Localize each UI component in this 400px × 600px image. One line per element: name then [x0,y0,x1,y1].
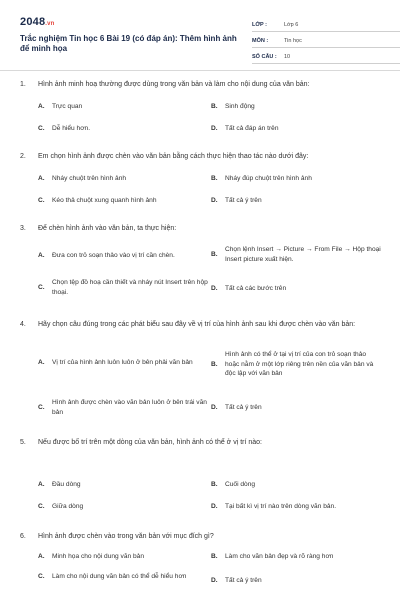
option-letter: D. [211,285,218,292]
option-letter: B. [211,250,218,258]
option-letter: D. [211,503,218,510]
option-d[interactable] [211,576,382,586]
option-text: Hình ảnh được chèn vào văn bản luôn ở bên trái văn bản [52,399,207,416]
option-letter: A. [38,252,45,259]
option-a[interactable] [38,174,208,184]
option-text: Giữa dòng [52,503,84,510]
option-letter: C. [38,503,45,510]
option-text: Tất cả ý trên [225,577,262,584]
option-letter: A. [38,359,45,366]
question-4 [20,320,382,416]
header-divider [0,70,400,71]
option-letter: C. [38,197,45,204]
meta-value: Lớp 6 [284,22,299,28]
meta-value: 10 [284,54,291,60]
option-c[interactable] [38,196,208,206]
option-text: Nháy đúp chuột trên hình ảnh [225,175,312,182]
question-stem [20,438,382,448]
question-3 [20,224,382,296]
option-c[interactable] [38,278,208,297]
option-letter: B. [211,481,218,488]
option-letter: D. [211,404,218,411]
option-text: Dễ hiểu hơn. [52,125,91,132]
meta-value: Tin học [284,38,302,44]
option-c[interactable] [38,572,208,582]
option-text: Tất cả ý trên [225,197,262,204]
option-text: Kéo thả chuột xung quanh hình ảnh [52,197,157,204]
option-letter: C. [38,125,45,132]
option-d[interactable] [211,403,382,413]
option-text: Đầu dòng [52,481,81,488]
option-text: Trực quan [52,103,83,110]
option-text: Vị trí của hình ảnh luôn luôn ở bên phải văn bản [52,359,193,366]
option-text: Tất cả các bước trên [225,285,287,292]
option-b[interactable] [211,350,382,379]
question-number: 2. [20,153,26,160]
question-number: 6. [20,533,26,540]
question-6 [20,532,382,584]
meta-row-subject [252,32,400,48]
question-number: 1. [20,81,26,88]
option-text: Đưa con trỏ soạn thảo vào vị trí cần chèn. [52,252,175,259]
option-letter: B. [211,175,218,182]
option-letter: B. [211,360,218,368]
option-a[interactable] [38,251,208,261]
option-letter: A. [38,175,45,182]
option-text: Sinh động [225,103,255,110]
question-stem [20,320,382,330]
option-letter: C. [38,403,45,411]
option-a[interactable] [38,480,208,490]
question-text: Em chọn hình ảnh được chèn vào văn bản bằng cách thực hiện thao tác nào dưới đây: [38,153,309,160]
question-text: Hãy chọn câu đúng trong các phát biểu sau đây về vị trí của hình ảnh sau khi được chèn vào văn bản: [38,321,356,328]
option-c[interactable] [38,502,208,512]
option-c[interactable] [38,398,208,417]
option-b[interactable] [211,552,382,562]
question-text: Hình ảnh minh hoạ thường được dùng trong văn bản và làm cho nội dung của văn bản: [38,81,310,88]
meta-label: MÔN : [252,38,269,44]
option-a[interactable] [38,552,208,562]
option-d[interactable] [211,196,382,206]
option-text: Chọn lệnh Insert → Picture → From File → Hộp thoại Insert picture xuất hiện. [225,246,381,263]
meta-box [252,16,400,64]
option-c[interactable] [38,124,208,134]
option-text: Hình ảnh có thể ở tại vị trí của con trỏ soạn thảo hoặc nằm ở một lớp riêng trên nền của văn bản và độc lập với văn bản [225,351,374,377]
option-d[interactable] [211,124,382,134]
question-number: 4. [20,321,26,328]
logo-text: 2048 [20,16,46,28]
option-text: Chọn tệp đồ hoạ cần thiết và nháy nút Insert trên hộp thoại. [52,279,208,296]
question-stem [20,152,382,162]
option-text: Làm cho nội dung văn bản có thể dễ hiểu hơn [52,573,187,580]
question-2 [20,152,382,204]
option-d[interactable] [211,502,382,512]
worksheet-header [20,14,380,76]
question-text: Để chèn hình ảnh vào văn bản, ta thực hiện: [38,225,177,232]
option-letter: D. [211,577,218,584]
option-b[interactable] [211,102,382,112]
option-text: Tất cả đáp án trên [225,125,279,132]
option-letter: C. [38,573,45,580]
site-logo[interactable] [20,16,55,28]
meta-label: LỚP : [252,22,267,28]
option-text: Minh họa cho nội dung văn bản [52,553,145,560]
meta-label: SỐ CÂU : [252,54,277,60]
question-number: 5. [20,439,26,446]
option-text: Tất cả ý trên [225,404,262,411]
question-stem [20,532,382,542]
meta-row-count [252,48,400,64]
question-text: Hình ảnh được chèn vào trong văn bản với mục đích gì? [38,533,214,540]
logo-suffix: .vn [45,21,55,27]
option-b[interactable] [211,480,382,490]
question-number: 3. [20,225,26,232]
option-text: Cuối dòng [225,481,256,488]
page-title: Trắc nghiệm Tin học 6 Bài 19 (có đáp án): Thêm hình ảnh để minh họa [20,34,237,53]
question-5 [20,438,382,510]
option-letter: C. [38,283,45,291]
option-letter: A. [38,103,45,110]
meta-row-class [252,16,400,32]
option-b[interactable] [211,245,382,264]
question-stem [20,224,382,234]
option-d[interactable] [211,284,382,294]
option-letter: D. [211,125,218,132]
option-a[interactable] [38,358,208,368]
option-text: Nháy chuột trên hình ảnh [52,175,127,182]
option-a[interactable] [38,102,208,112]
option-letter: D. [211,197,218,204]
option-letter: B. [211,103,218,110]
question-stem [20,80,382,90]
option-letter: B. [211,553,218,560]
question-1 [20,80,382,132]
option-letter: A. [38,553,45,560]
option-b[interactable] [211,174,382,184]
option-text: Làm cho văn bản đẹp và rõ ràng hơn [225,553,334,560]
question-text: Nếu được bố trí trên một dòng của văn bản, hình ảnh có thể ở vị trí nào: [38,439,262,446]
option-letter: A. [38,481,45,488]
option-text: Tại bất kì vị trí nào trên dòng văn bản. [225,503,337,510]
